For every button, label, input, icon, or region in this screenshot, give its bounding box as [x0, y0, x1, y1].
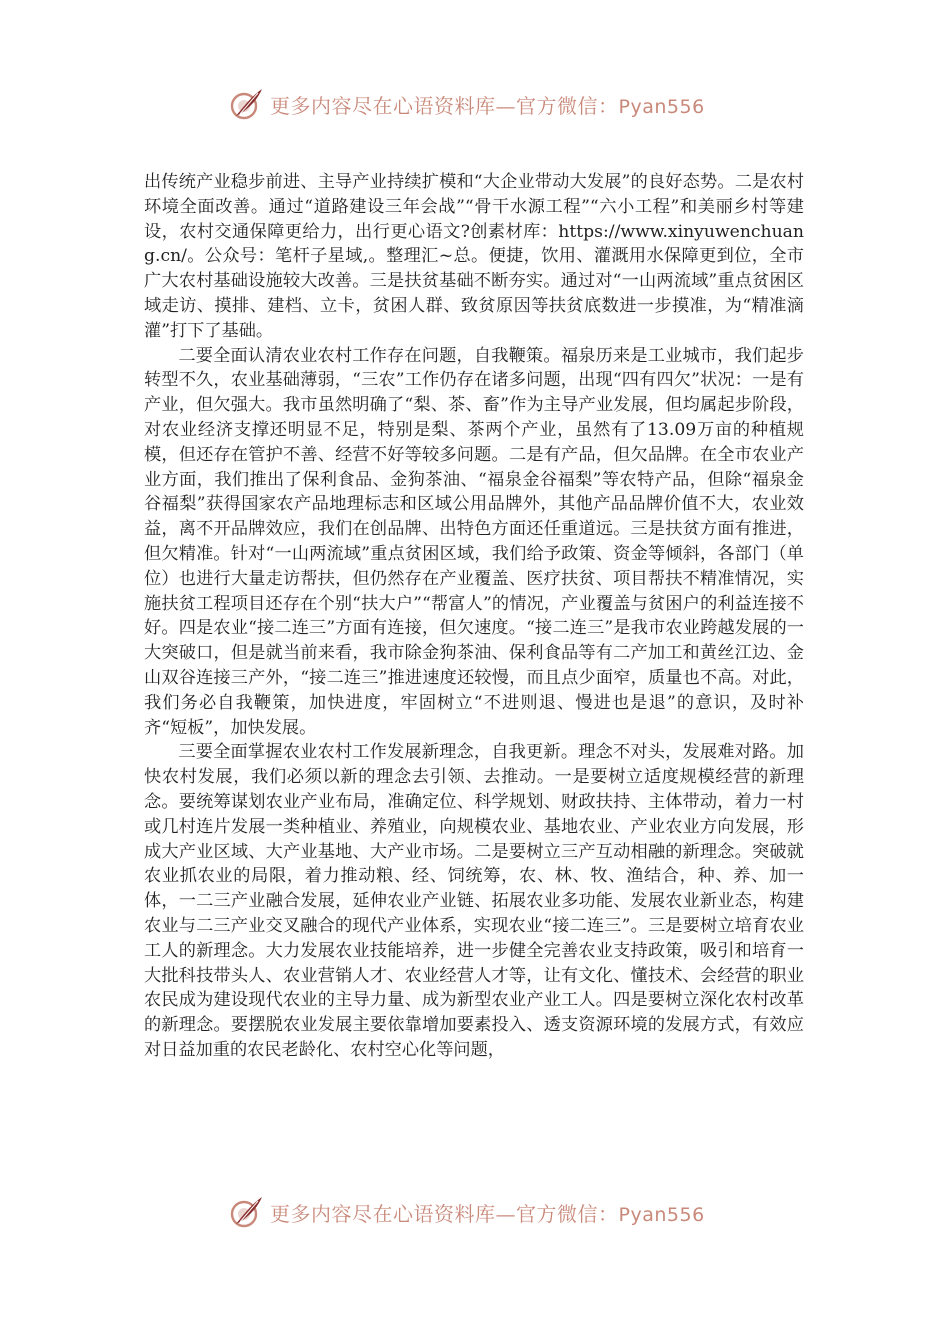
header-wechat-id: Pyan556	[618, 95, 705, 118]
quill-logo-icon	[228, 86, 264, 122]
quill-logo-icon	[228, 1194, 264, 1230]
footer-wechat-id: Pyan556	[618, 1203, 705, 1226]
paragraph-3: 三要全面掌握农业农村工作发展新理念，自我更新。理念不对头，发展难对路。加快农村发展，我们必须以新的理念去引领、去推动。一是要树立适度规模经营的新理念。要统筹谋划农业产业布局，准确定位、科学规划、财政扶持、主体带动，着力一村或几村连片发展一类种植业、养殖业，向规模农业、基地农业、产业农业方向发展，形成大产业区域、大产业基地、大产业市场。二是要树立三产互动相融的新理念。突破就农业抓农业的局限，着力推动粮、经、饲统筹，农、林、牧、渔结合，种、养、加一体，一二三产业融合发展，延伸农业产业链、拓展农业多功能、发展农业新业态，构建农业与二三产业交叉融合的现代产业体系，实现农业“接二连三”。三是要树立培育农业工人的新理念。大力发展农业技能培养，进一步健全完善农业支持政策，吸引和培育一大批科技带头人、农业营销人才、农业经营人才等，让有文化、懂技术、会经营的职业农民成为建设现代农业的主导力量、成为新型农业产业工人。四是要树立深化农村改革的新理念。要摆脱农业发展主要依靠增加要素投入、透支资源环境的发展方式，有效应对日益加重的农民老龄化、农村空心化等问题，	[144, 742, 804, 1060]
paragraph-1: 出传统产业稳步前进、主导产业持续扩模和“大企业带动大发展”的良好态势。二是农村环境全面改善。通过“道路建设三年会战”“骨干水源工程”“六小工程”和美丽乡村等建设，农村交通保障更给力，出行更心语文?创素材库：https://www.xinyuwenchuang.cn/。公众号：笔杆子星域,。整理汇~总。便捷，饮用、灌溉用水保障更到位，全市广大农村基础设施较大改善。三是扶贫基础不断夯实。通过对“一山两流域”重点贫困区域走访、摸排、建档、立卡，贫困人群、致贫原因等扶贫底数进一步摸准，为“精准滴灌”打下了基础。	[144, 172, 804, 341]
footer-banner	[228, 1192, 748, 1232]
footer-banner-text: 更多内容尽在心语资料库—官方微信：Pyan556	[270, 1201, 705, 1226]
header-banner-text: 更多内容尽在心语资料库—官方微信：Pyan556	[270, 93, 705, 118]
document-body	[144, 170, 804, 1063]
paragraph-2: 二要全面认清农业农村工作存在问题，自我鞭策。福泉历来是工业城市，我们起步转型不久，农业基础薄弱，“三农”工作仍存在诸多问题，出现“四有四欠”状况：一是有产业，但欠强大。我市虽然明确了“梨、茶、畜”作为主导产业发展，但均属起步阶段，对农业经济支撑还明显不足，特别是梨、茶两个产业，虽然有了13.09万亩的种植规模，但还存在管护不善、经营不好等较多问题。二是有产品，但欠品牌。在全市农业产业方面，我们推出了保利食品、金狗茶油、“福泉金谷福梨”等农特产品，但除“福泉金谷福梨”获得国家农产品地理标志和区域公用品牌外，其他产品品牌价值不大，农业效益，离不开品牌效应，我们在创品牌、出特色方面还任重道远。三是扶贫方面有推进，但欠精准。针对“一山两流域”重点贫困区域，我们给予政策、资金等倾斜，各部门（单位）也进行大量走访帮扶，但仍然存在产业覆盖、医疗扶贫、项目帮扶不精准情况，实施扶贫工程项目还存在个别“扶大户”“帮富人”的情况，产业覆盖与贫困户的利益连接不好。四是农业“接二连三”方面有连接，但欠速度。“接二连三”是我市农业跨越发展的一大突破口，但是就当前来看，我市除金狗茶油、保利食品等有二产加工和黄丝江边、金山双谷连接三产外，“接二连三”推进速度还较慢，而且点少面窄，质量也不高。对此，我们务必自我鞭策，加快进度，牢固树立“不进则退、慢进也是退”的意识，及时补齐“短板”，加快发展。	[144, 345, 804, 738]
header-banner	[228, 84, 748, 124]
